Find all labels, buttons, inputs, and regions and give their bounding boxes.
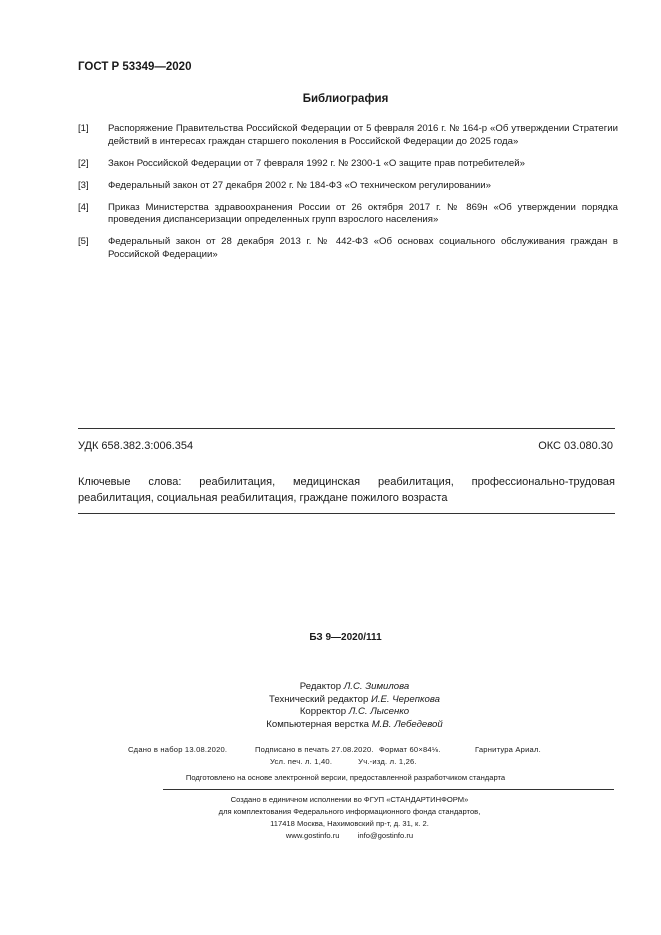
publisher-website[interactable]: www.gostinfo.ru bbox=[285, 831, 340, 840]
reference-text: Федеральный закон от 27 декабря 2002 г. № 184-ФЗ «О техническом регулировании» bbox=[108, 179, 491, 191]
reference-number: [1] bbox=[78, 123, 89, 134]
standard-designation: ГОСТ Р 53349—2020 bbox=[78, 61, 192, 73]
oks-code: ОКС 03.080.30 bbox=[538, 440, 613, 452]
tech-editor-name: И.Е. Черепкова bbox=[370, 693, 440, 705]
bibliography-item bbox=[78, 123, 618, 148]
editor-name: Л.С. Зимилова bbox=[343, 681, 410, 692]
proofreader-name: Л.С. Лысенко bbox=[348, 706, 410, 717]
publisher-line-1: Создано в единичном исполнении во ФГУП «СТАНДАРТИНФОРМ» bbox=[230, 795, 469, 804]
publisher-email[interactable]: info@gostinfo.ru bbox=[357, 831, 414, 840]
publisher-block bbox=[0, 794, 661, 842]
bibliography-title: Библиография bbox=[302, 93, 389, 105]
publisher-sheets: Уч.-изд. л. 1,26. bbox=[358, 757, 417, 766]
layout-name: М.В. Лебедевой bbox=[371, 718, 443, 730]
reference-number: [2] bbox=[78, 157, 89, 169]
print-sheets: Усл. печ. л. 1,40. bbox=[270, 757, 333, 766]
bz-number: БЗ 9—2020/111 bbox=[309, 632, 382, 643]
publisher-line-2: для комплектования Федерального информационного фонда стандартов, bbox=[218, 807, 481, 816]
editor-role: Редактор bbox=[299, 681, 342, 692]
paper-format: Формат 60×84⅛. bbox=[379, 745, 441, 754]
submitted-date: Сдано в набор 13.08.2020. bbox=[128, 745, 228, 754]
prepared-note: Подготовлено на основе электронной версии, предоставленной разработчиком стандарта bbox=[185, 773, 506, 782]
reference-text: Распоряжение Правительства Российской Федерации от 5 февраля 2016 г. № 164-р «Об утверждении Стратегии действий в интересах граждан старшего поколения в Российской Федерации до 2025 года» bbox=[108, 123, 618, 147]
typeface: Гарнитура Ариал. bbox=[475, 745, 541, 754]
signed-date: Подписано в печать 27.08.2020. bbox=[255, 745, 374, 754]
editor-line bbox=[0, 681, 661, 694]
keywords: Ключевые слова: реабилитация, медицинская реабилитация, профессионально-трудовая реабилитация, социальная реабилитация, граждане пожилого возраста bbox=[78, 476, 615, 504]
print-info bbox=[128, 744, 568, 768]
reference-text: Закон Российской Федерации от 7 февраля 1992 г. № 2300-1 «О защите прав потребителей» bbox=[108, 157, 525, 169]
bibliography-list bbox=[78, 123, 618, 271]
bibliography-item bbox=[78, 158, 618, 171]
layout-role: Компьютерная верстка bbox=[266, 718, 370, 730]
publisher-contacts bbox=[0, 830, 661, 842]
bibliography-item bbox=[78, 202, 618, 227]
bibliography-item bbox=[78, 180, 618, 193]
tech-editor-role: Технический редактор bbox=[269, 693, 369, 705]
divider-bottom bbox=[78, 513, 615, 514]
publisher-address: 117418 Москва, Нахимовский пр-т, д. 31, к. 2. bbox=[270, 819, 429, 828]
reference-number: [5] bbox=[78, 236, 89, 247]
divider-top bbox=[78, 428, 615, 429]
proofreader-role: Корректор bbox=[299, 706, 347, 717]
credits-block bbox=[0, 681, 661, 731]
proofreader-line bbox=[0, 706, 661, 719]
tech-editor-line bbox=[0, 694, 661, 707]
layout-line bbox=[0, 719, 661, 732]
reference-number: [3] bbox=[78, 179, 89, 191]
reference-text: Федеральный закон от 28 декабря 2013 г. № 442-ФЗ «Об основах социального обслуживания граждан в Российской Федерации» bbox=[108, 236, 618, 260]
reference-text: Приказ Министерства здравоохранения России от 26 октября 2017 г. № 869н «Об утверждении порядка проведения диспансеризации определенных групп взрослого населения» bbox=[108, 201, 618, 225]
reference-number: [4] bbox=[78, 201, 89, 213]
divider-publisher bbox=[163, 789, 614, 790]
bibliography-item bbox=[78, 236, 618, 261]
udc-code: УДК 658.382.3:006.354 bbox=[78, 440, 194, 452]
